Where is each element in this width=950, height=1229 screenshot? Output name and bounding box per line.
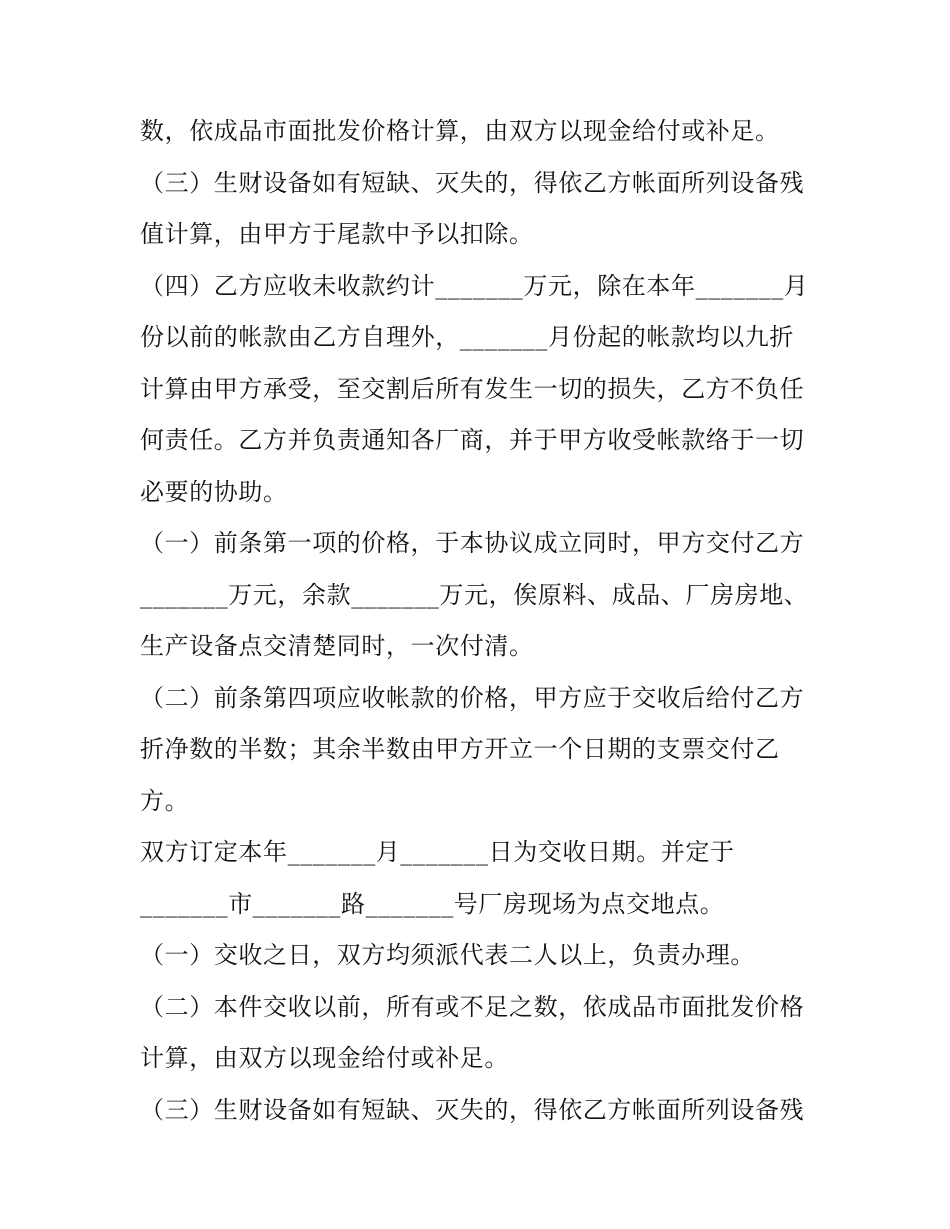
text-line: 计算由甲方承受，至交割后所有发生一切的损失，乙方不负任 [140,374,805,403]
text-line: （二）本件交收以前，所有或不足之数，依成品市面批发价格 [140,992,805,1021]
text-line: 何责任。乙方并负责通知各厂商，并于甲方收受帐款络于一切 [140,426,805,454]
text-line: 双方订定本年_______月_______日为交收日期。并定于 [140,838,735,866]
text-line: （一）前条第一项的价格，于本协议成立同时，甲方交付乙方 [140,529,805,557]
document-body [140,106,820,1136]
text-line: 计算，由双方以现金给付或补足。 [140,1044,509,1072]
text-line: _______万元，余款_______万元，俟原料、成品、厂房房地、 [140,580,809,609]
text-line: （二）前条第四项应收帐款的价格，甲方应于交收后给付乙方 [140,683,805,712]
text-line: 数，依成品市面批发价格计算，由双方以现金给付或补足。 [140,117,780,145]
text-line: _______市_______路_______号厂房现场为点交地点。 [140,889,725,918]
text-line: 方。 [140,786,190,815]
text-line: 生产设备点交清楚同时，一次付清。 [140,632,534,660]
text-line: （三）生财设备如有短缺、灭失的，得依乙方帐面所列设备残 [140,168,805,197]
text-line: （一）交收之日，双方均须派代表二人以上，负责办理。 [140,941,755,969]
text-line: 折净数的半数；其余半数由甲方开立一个日期的支票交付乙 [140,735,780,763]
text-line: 值计算，由甲方于尾款中予以扣除。 [140,220,534,248]
text-line: （三）生财设备如有短缺、灭失的，得依乙方帐面所列设备残 [140,1095,805,1124]
text-line: 必要的协助。 [140,477,288,506]
text-line: 份以前的帐款由乙方自理外，_______月份起的帐款均以九折 [140,323,794,351]
text-line: （四）乙方应收未收款约计_______万元，除在本年_______月 [140,271,809,300]
